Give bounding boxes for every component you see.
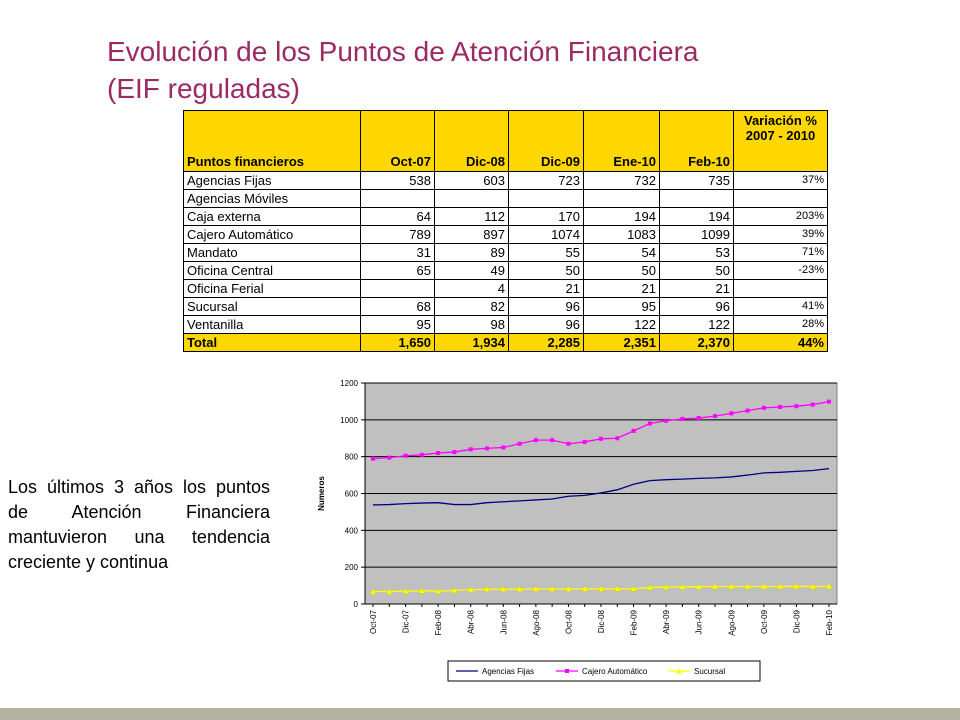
value-cell: 54 <box>584 244 660 262</box>
side-text: Los últimos 3 años los puntos de Atención Financiera mantuvieron una tendencia creciente y continua <box>8 477 270 572</box>
data-point <box>583 440 587 444</box>
data-point <box>550 438 554 442</box>
value-cell: 55 <box>509 244 584 262</box>
value-cell: 735 <box>660 172 734 190</box>
value-cell: 95 <box>584 298 660 316</box>
table-header-cell: Puntos financieros <box>184 111 361 172</box>
data-point <box>648 422 652 426</box>
data-point <box>615 436 619 440</box>
table-row <box>184 208 828 226</box>
value-cell: 170 <box>509 208 584 226</box>
slide-title-line2: (EIF reguladas) <box>107 73 300 104</box>
value-cell: 21 <box>660 280 734 298</box>
table-header-row <box>184 111 828 172</box>
slide-title-line1: Evolución de los Puntos de Atención Financiera <box>107 36 699 67</box>
value-cell: 68 <box>361 298 435 316</box>
table-row <box>184 298 828 316</box>
data-point <box>420 453 424 457</box>
table-header-cell: Dic-08 <box>435 111 509 172</box>
table-header-cell: Feb-10 <box>660 111 734 172</box>
x-tick-label: Oct-08 <box>564 610 574 635</box>
value-cell: 1074 <box>509 226 584 244</box>
legend-marker <box>565 669 569 673</box>
value-cell: 897 <box>435 226 509 244</box>
data-point <box>371 457 375 461</box>
table-row <box>184 280 828 298</box>
total-row <box>184 334 828 352</box>
x-tick-label: Jun-09 <box>694 610 704 635</box>
value-cell: 789 <box>361 226 435 244</box>
variation-cell: -23% <box>734 262 828 280</box>
variation-cell: 37% <box>734 172 828 190</box>
row-label-cell: Cajero Automático <box>184 226 361 244</box>
data-point <box>404 454 408 458</box>
value-cell: 122 <box>660 316 734 334</box>
row-label-cell: Caja externa <box>184 208 361 226</box>
value-cell: 96 <box>660 298 734 316</box>
value-cell: 65 <box>361 262 435 280</box>
value-cell: 50 <box>509 262 584 280</box>
value-cell: 732 <box>584 172 660 190</box>
x-tick-label: Ago-08 <box>531 610 541 636</box>
variation-cell <box>734 280 828 298</box>
value-cell: 538 <box>361 172 435 190</box>
bottom-bar <box>0 708 960 720</box>
data-point <box>518 442 522 446</box>
value-cell <box>584 190 660 208</box>
data-point <box>794 404 798 408</box>
data-point <box>599 437 603 441</box>
value-cell: 21 <box>584 280 660 298</box>
x-tick-label: Abr-08 <box>466 610 476 635</box>
table-row <box>184 226 828 244</box>
variation-cell: 39% <box>734 226 828 244</box>
table-header-cell: Dic-09 <box>509 111 584 172</box>
data-point <box>436 451 440 455</box>
value-cell: 50 <box>660 262 734 280</box>
data-point <box>778 405 782 409</box>
value-cell: 96 <box>509 298 584 316</box>
table-row <box>184 244 828 262</box>
value-cell: 4 <box>435 280 509 298</box>
slide-title <box>107 33 867 107</box>
value-cell <box>435 190 509 208</box>
data-point <box>485 446 489 450</box>
value-cell <box>660 190 734 208</box>
table-row <box>184 262 828 280</box>
value-cell: 64 <box>361 208 435 226</box>
value-cell: 603 <box>435 172 509 190</box>
table-row <box>184 172 828 190</box>
legend-label: Agencias Fijas <box>482 667 535 676</box>
value-cell: 122 <box>584 316 660 334</box>
value-cell: 49 <box>435 262 509 280</box>
x-tick-label: Ago-09 <box>727 610 737 636</box>
legend-label: Sucursal <box>694 667 726 676</box>
data-point <box>827 400 831 404</box>
legend-label: Cajero Automático <box>582 667 648 676</box>
data-point <box>746 409 750 413</box>
x-tick-label: Oct-09 <box>759 610 769 635</box>
y-axis-label: Numeros <box>317 476 326 511</box>
value-cell: 112 <box>435 208 509 226</box>
y-tick-label: 1200 <box>340 379 358 388</box>
row-label-cell: Sucursal <box>184 298 361 316</box>
x-tick-label: Feb-10 <box>825 610 834 636</box>
data-point <box>632 429 636 433</box>
row-label-cell: Oficina Ferial <box>184 280 361 298</box>
y-tick-label: 0 <box>353 600 358 609</box>
data-point <box>566 442 570 446</box>
table-row <box>184 190 828 208</box>
variation-cell: 203% <box>734 208 828 226</box>
data-point <box>469 447 473 451</box>
value-cell: 194 <box>660 208 734 226</box>
table-row <box>184 316 828 334</box>
table-header-cell: Oct-07 <box>361 111 435 172</box>
value-cell: 50 <box>584 262 660 280</box>
row-label-cell: Agencias Móviles <box>184 190 361 208</box>
value-cell: 1,934 <box>435 334 509 352</box>
value-cell: 82 <box>435 298 509 316</box>
x-tick-label: Feb-08 <box>434 610 444 636</box>
data-point <box>680 417 684 421</box>
value-cell: 2,351 <box>584 334 660 352</box>
data-point <box>534 438 538 442</box>
data-point <box>452 450 456 454</box>
variation-cell: 44% <box>734 334 828 352</box>
data-point <box>729 411 733 415</box>
x-tick-label: Feb-09 <box>629 610 639 636</box>
y-tick-label: 400 <box>344 526 358 536</box>
value-cell <box>509 190 584 208</box>
variation-cell <box>734 190 828 208</box>
variation-cell: 71% <box>734 244 828 262</box>
value-cell: 2,285 <box>509 334 584 352</box>
value-cell: 95 <box>361 316 435 334</box>
value-cell: 194 <box>584 208 660 226</box>
x-tick-label: Dic-08 <box>597 610 606 634</box>
value-cell: 1,650 <box>361 334 435 352</box>
value-cell: 31 <box>361 244 435 262</box>
value-cell: 96 <box>509 316 584 334</box>
data-point <box>664 419 668 423</box>
row-label-cell: Agencias Fijas <box>184 172 361 190</box>
row-label-cell: Oficina Central <box>184 262 361 280</box>
x-tick-label: Abr-09 <box>662 610 672 635</box>
data-point <box>811 403 815 407</box>
data-point <box>697 416 701 420</box>
row-label-cell: Total <box>184 334 361 352</box>
data-point <box>387 456 391 460</box>
value-cell: 89 <box>435 244 509 262</box>
row-label-cell: Mandato <box>184 244 361 262</box>
x-tick-label: Dic-09 <box>792 610 802 634</box>
line-chart <box>305 370 845 695</box>
y-tick-label: 600 <box>344 489 358 499</box>
value-cell: 1099 <box>660 226 734 244</box>
value-cell <box>361 280 435 298</box>
y-tick-label: 1000 <box>340 415 358 425</box>
value-cell <box>361 190 435 208</box>
value-cell: 723 <box>509 172 584 190</box>
y-tick-label: 200 <box>344 563 358 573</box>
value-cell: 1083 <box>584 226 660 244</box>
x-tick-label: Oct-07 <box>369 610 378 635</box>
y-tick-label: 800 <box>344 452 358 462</box>
row-label-cell: Ventanilla <box>184 316 361 334</box>
data-point <box>501 445 505 449</box>
value-cell: 2,370 <box>660 334 734 352</box>
data-point <box>762 406 766 410</box>
variation-cell: 28% <box>734 316 828 334</box>
table-header-cell: Variación % 2007 - 2010 <box>734 111 828 172</box>
data-point <box>713 414 717 418</box>
value-cell: 98 <box>435 316 509 334</box>
x-tick-label: Dic-07 <box>401 610 411 634</box>
variation-cell: 41% <box>734 298 828 316</box>
value-cell: 53 <box>660 244 734 262</box>
x-tick-label: Jun-08 <box>499 610 509 635</box>
value-cell: 21 <box>509 280 584 298</box>
table-header-cell: Ene-10 <box>584 111 660 172</box>
financial-points-table <box>183 110 828 352</box>
